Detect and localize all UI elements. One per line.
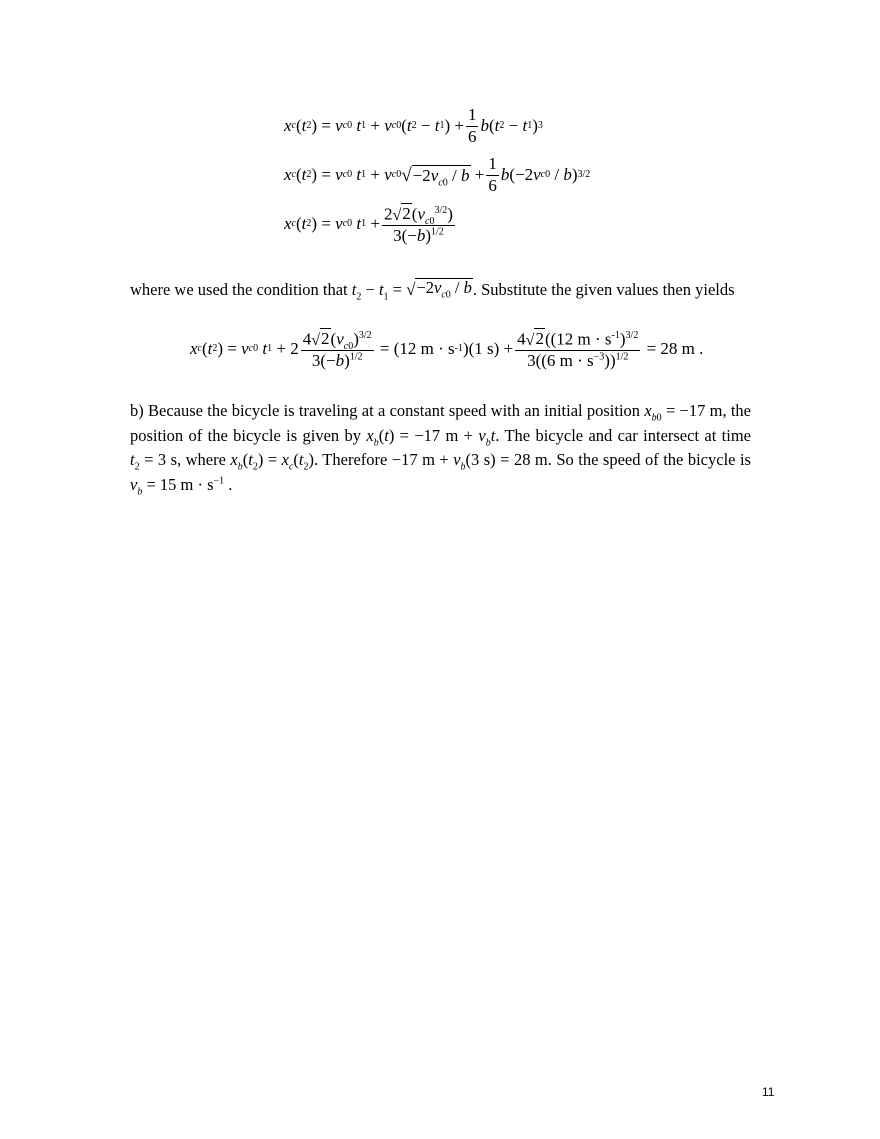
- math-intersect: $x_b(t_2) = x_c(t_2)$: [230, 450, 314, 473]
- math-t2: $t_2 = 3$ s: [130, 450, 178, 473]
- paragraph-condition: where we used the condition that $t_2 - t_1$ = √ $-2v_{c0} / b$ . Substitute the given values then yields: [130, 278, 735, 303]
- math-speed: $v_b = 15$ $m \cdot s^{-1}$: [130, 474, 225, 497]
- page-number: 11: [762, 1085, 775, 1099]
- equation-4: x c ( t 2 ) = v c 0 t 1 + 2 4 √ 2 $(v_{c0})^{3/2}$ $3(-b)^{1/2}$ = (12 m · s -1 )(1 s) + 4 √ 2 ((12 $m \cdot s^{-1})^{3/2}$ 3((6 $m \cdot s^{-3}))^{1/2}$ = 28 m .: [190, 329, 704, 371]
- math-xb-t: $x_b(t) = -17$ $m + v_bt$: [366, 425, 496, 448]
- equation-3: x c ( t 2 ) = v c 0 t 1 + 2 √ 2 $(v_{c0}^{3/2})$ $3(-b)^{1/2}$: [284, 204, 453, 246]
- paragraph-bicycle: b) Because the bicycle is traveling at a constant speed with an initial position $x_{b0} = -17$ m, the position of the bicycle is given by $x_b(t) = -17$ $m + v_bt$. The bicycle and car intersect at time $t_2 = 3$ s, where $x_b(t_2) = x_c(t_2)$. Therefore −17 $m + v_b(3$ s) = 28 m. So the speed of the bicycle is $v_b = 15$ $m \cdot s^{-1}$ .: [130, 401, 751, 497]
- math-therefore: −17 $m + v_b(3$ s) = 28 m: [391, 450, 548, 473]
- equation-2: x c ( t 2 ) = v c 0 t 1 + v c 0 √ $-2v_{c0} / b$ + $\frac{1}{6}$ b (−2 v c 0 / b ) 3/2: [284, 154, 591, 195]
- math-xb0: $x_{b0} = -17$ m: [644, 401, 723, 424]
- equation-1: x c ( t 2 ) = v c 0 t 1 + v c 0 ( t 2 − t 1 ) + $\frac{1}{6}$ b ( t 2 − t 1 ) 3: [284, 105, 543, 146]
- math-condition: $t_2 - t_1$ = √ $-2v_{c0} / b$: [351, 278, 472, 303]
